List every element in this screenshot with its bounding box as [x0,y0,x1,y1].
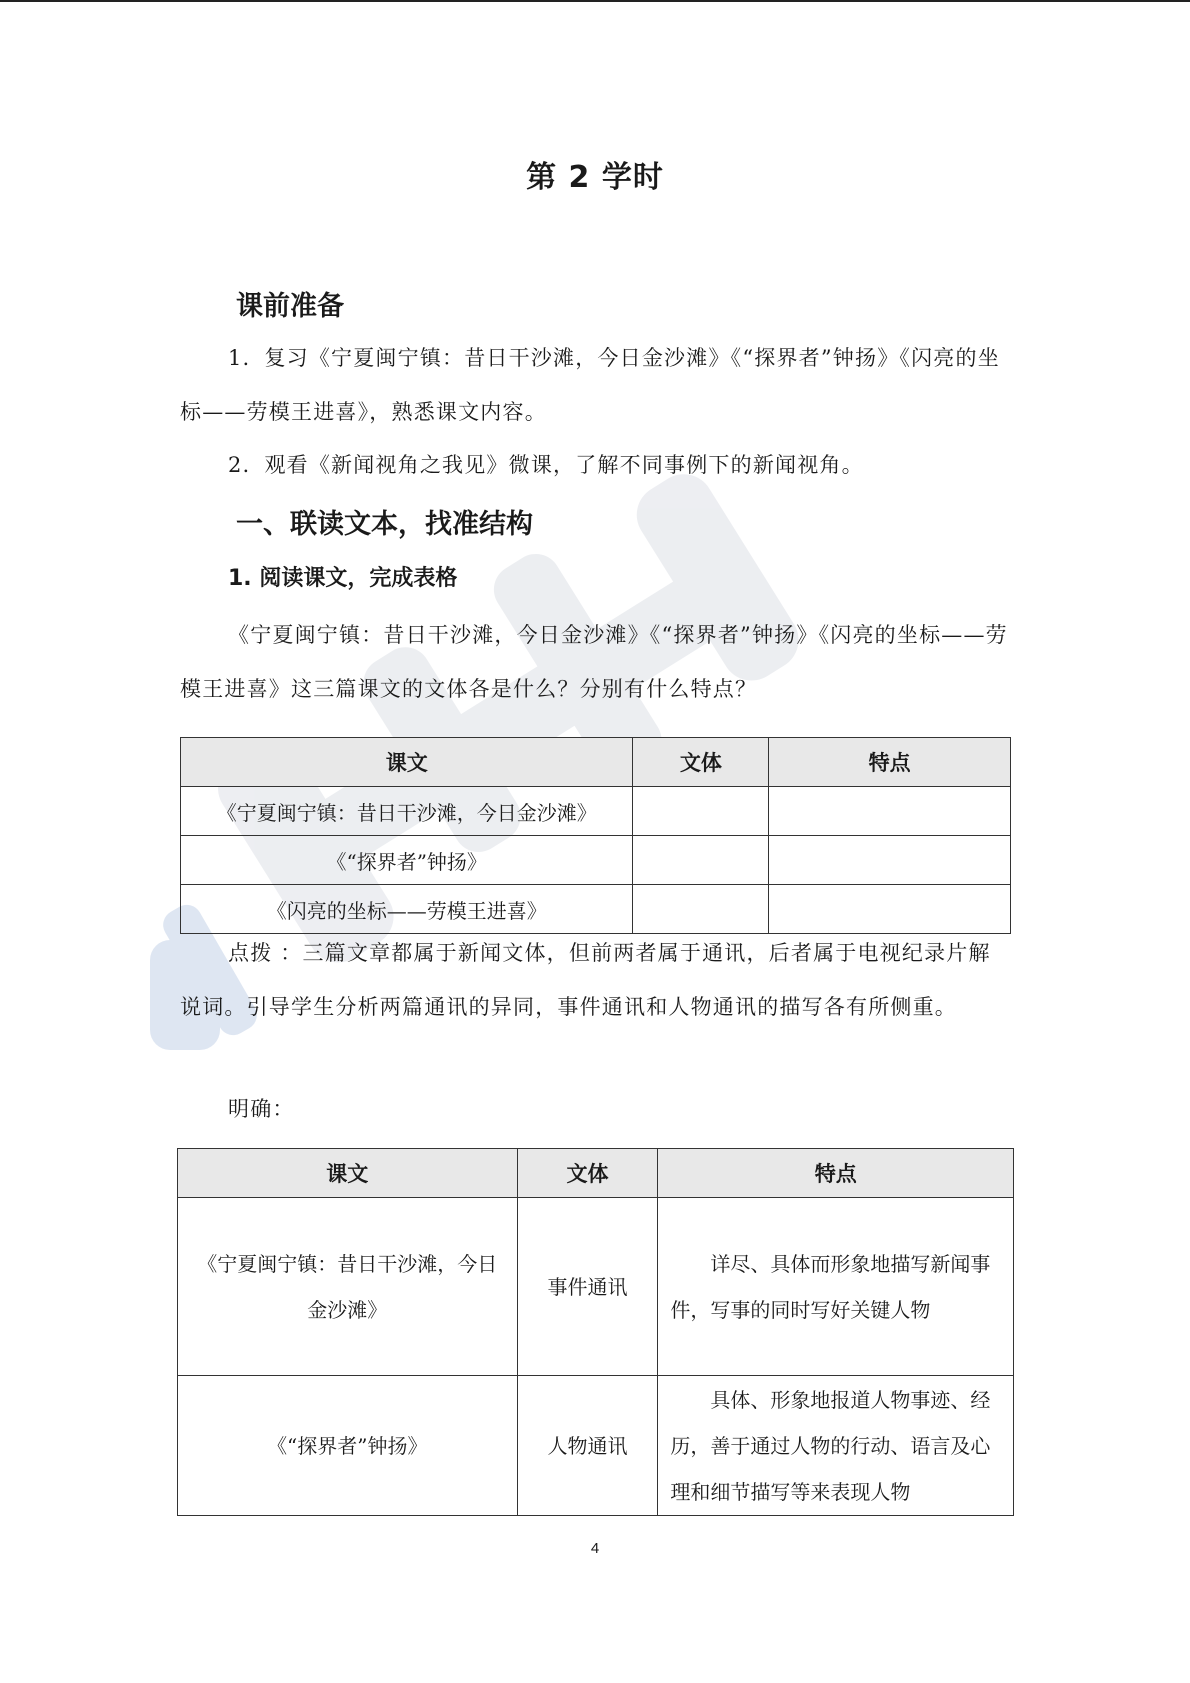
blank-table [180,737,1011,934]
top-rule [0,0,1190,2]
answer-label: 明确： [228,1097,295,1121]
header-text: 课文 [181,738,633,787]
header-features: 特点 [658,1149,1014,1198]
table-row [181,836,1011,885]
prep-item-2 [180,438,1010,492]
prep-item-2-text: 观看《新闻视角之我见》微课，了解不同事例下的新闻视角。 [264,453,864,477]
prep-item-2-number: 2. [228,453,251,477]
cell-genre-input[interactable] [633,836,769,885]
cell-genre-input[interactable] [633,787,769,836]
cell-features-input[interactable] [769,836,1011,885]
header-genre: 文体 [633,738,769,787]
page-title: 第 2 学时 [526,160,664,195]
table-header-row [181,738,1011,787]
cell-features: 具体、形象地报道人物事迹、经历，善于通过人物的行动、语言及心理和细节描写等来表现人物 [658,1376,1014,1516]
table-row [178,1198,1014,1376]
prep-heading: 课前准备 [236,291,344,322]
cell-genre: 人物通讯 [517,1376,658,1516]
cell-features-input[interactable] [769,787,1011,836]
header-features: 特点 [769,738,1011,787]
table-row [181,787,1011,836]
cell-text: 《“探界者”钟扬》 [181,836,633,885]
prep-item-1-number: 1. [228,346,251,370]
answer-table [177,1148,1014,1516]
section-1-question: 《宁夏闽宁镇：昔日干沙滩，今日金沙滩》《“探界者”钟扬》《闪亮的坐标——劳模王进喜》这三篇课文的文体各是什么？分别有什么特点？ [180,623,1008,701]
cell-text: 《闪亮的坐标——劳模王进喜》 [181,885,633,934]
cell-features: 详尽、具体而形象地描写新闻事件，写事的同时写好关键人物 [658,1198,1014,1376]
cell-text: 《“探界者”钟扬》 [178,1376,518,1516]
cell-text: 《宁夏闽宁镇：昔日干沙滩，今日金沙滩》 [181,787,633,836]
cell-genre: 事件通讯 [517,1198,658,1376]
prep-item-1 [180,331,1010,439]
prep-item-1-text: 复习《宁夏闽宁镇：昔日干沙滩，今日金沙滩》《“探界者”钟扬》《闪亮的坐标——劳模王进喜》，熟悉课文内容。 [180,346,1000,424]
header-text: 课文 [178,1149,518,1198]
section-1-heading: 一、联读文本，找准结构 [236,509,533,540]
page-number: 4 [590,1540,600,1557]
table-row [178,1376,1014,1516]
cell-text: 《宁夏闽宁镇：昔日干沙滩，今日金沙滩》 [178,1198,518,1376]
header-genre: 文体 [517,1149,658,1198]
section-1-subheading: 1. 阅读课文，完成表格 [228,566,458,591]
hint-paragraph: 点拨 ：三篇文章都属于新闻文体，但前两者属于通讯，后者属于电视纪录片解说词。引导学生分析两篇通讯的异同，事件通讯和人物通讯的描写各有所侧重。 [180,941,991,1019]
table-header-row [178,1149,1014,1198]
